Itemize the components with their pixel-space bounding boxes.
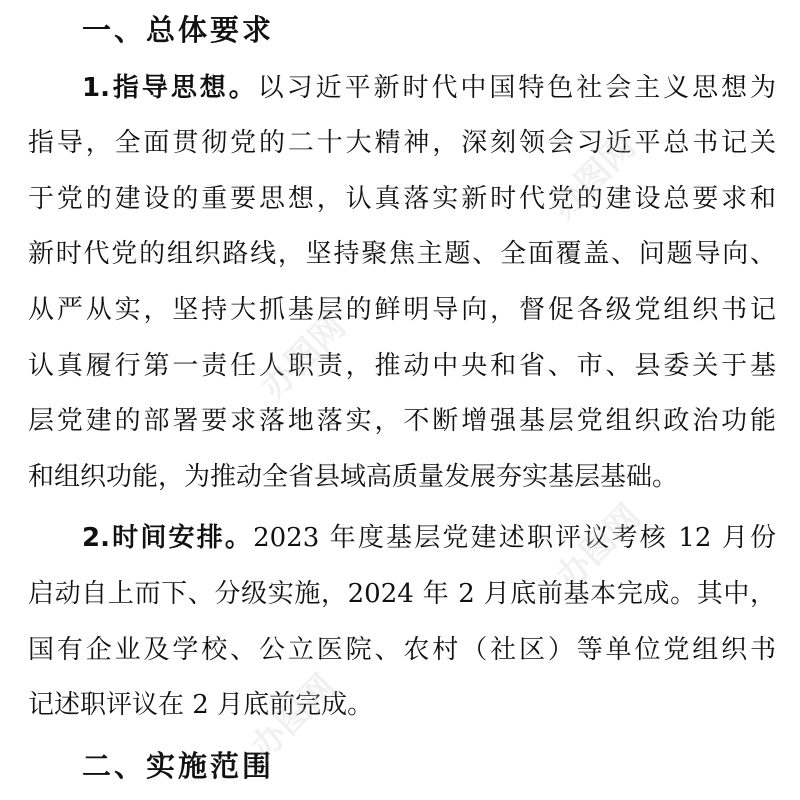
paragraph-line: 2.时间安排。2023 年度基层党建述职评议考核 12 月份 [82,523,777,553]
guiding-ideology-label: 1.指导思想。 [82,73,258,103]
watermark: 办图网 [253,306,354,408]
paragraph-line: 国有企业及学校、公立医院、农村（社区）等单位党组织书 [28,635,776,665]
watermark: 办图网 [543,126,644,228]
paragraph-line: 从严从实，坚持大抓基层的鲜明导向，督促各级党组织书记 [28,295,776,325]
paragraph-line: 认真履行第一责任人职责，推动中央和省、市、县委关于基 [28,351,776,381]
paragraph-line: 启动自上而下、分级实施，2024 年 2 月底前基本完成。其中， [28,579,776,609]
paragraph-line: 新时代党的组织路线，坚持聚焦主题、全面覆盖、问题导向、 [28,239,776,269]
watermark: 办图网 [548,496,649,598]
watermark: 办图网 [243,666,344,768]
paragraph-line: 1.指导思想。以习近平新时代中国特色社会主义思想为 [82,73,776,103]
paragraph-line: 于党的建设的重要思想，认真落实新时代党的建设总要求和 [28,184,776,214]
paragraph-line: 指导，全面贯彻党的二十大精神，深刻领会习近平总书记关 [28,128,776,158]
paragraph-line: 层党建的部署要求落地落实，不断增强基层党组织政治功能 [28,406,776,436]
time-schedule-label: 2.时间安排。 [82,523,254,553]
paragraph-line: 和组织功能，为推动全省县域高质量发展夯实基层基础。 [28,462,679,492]
section-heading-implementation-scope: 二、实施范围 [82,749,275,783]
paragraph-line: 记述职评议在 2 月底前完成。 [28,690,374,720]
section-heading-overall-requirements: 一、总体要求 [82,13,275,47]
